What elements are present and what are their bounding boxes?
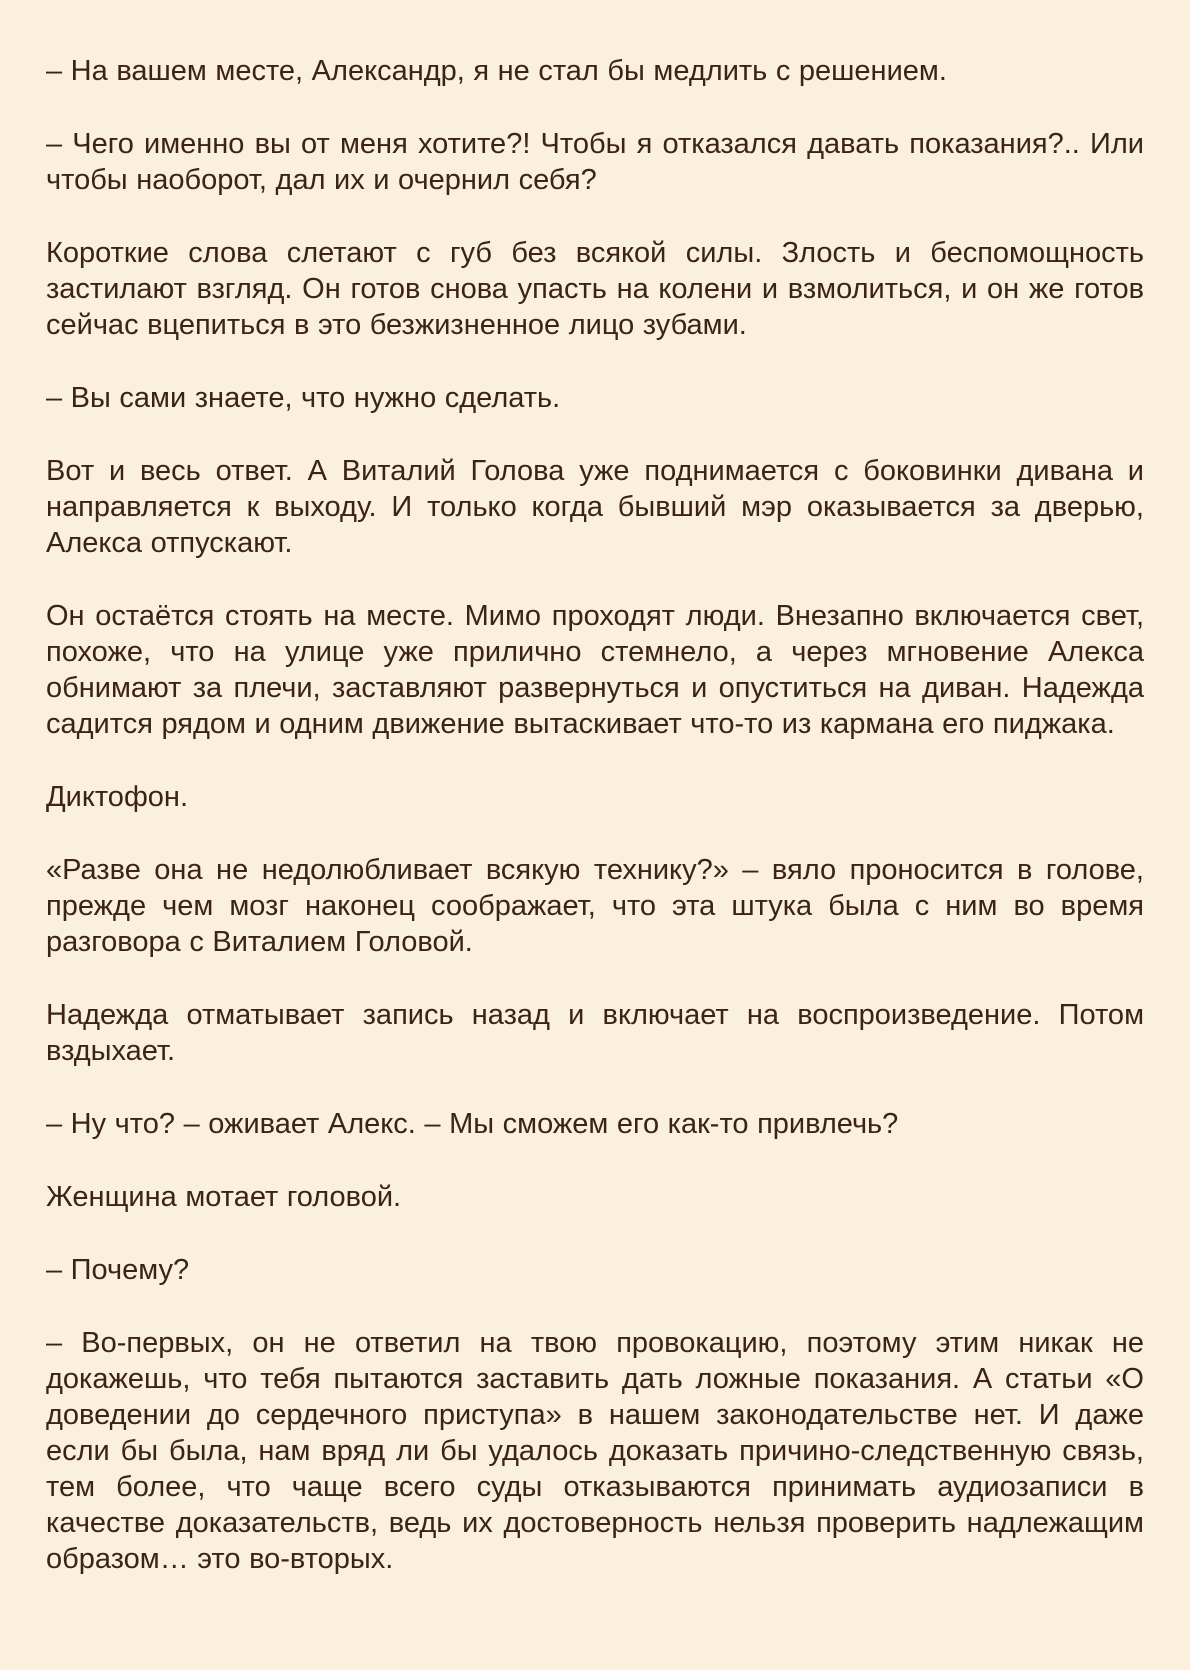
paragraph-13: – Во-первых, он не ответил на твою провокацию, поэтому этим никак не докажешь, что тебя пытаются заставить дать ложные показания. А статьи «О доведении до сердечного приступа» в нашем законодательстве нет. И даже если бы была, нам вряд ли бы удалось доказать причино-следственную связь, тем более, что чаще всего суды отказываются принимать аудиозаписи в качестве доказательств, ведь их достоверность нельзя проверить надлежащим образом… это во-вторых.: [46, 1327, 1144, 1575]
paragraph-8: «Разве она не недолюбливает всякую технику?» – вяло проносится в голове, прежде чем мозг наконец соображает, что эта штука была с ним во время разговора с Виталием Головой.: [46, 854, 1144, 958]
paragraph-4: – Вы сами знаете, что нужно сделать.: [46, 382, 561, 414]
paragraph-7: Диктофон.: [46, 781, 188, 813]
paragraph-10: – Ну что? – оживает Алекс. – Мы сможем его как-то привлечь?: [46, 1108, 899, 1140]
paragraph-5: Вот и весь ответ. А Виталий Голова уже поднимается с боковинки дивана и направляется к выходу. И только когда бывший мэр оказывается за дверью, Алекса отпускают.: [46, 455, 1144, 559]
paragraph-9: Надежда отматывает запись назад и включает на воспроизведение. Потом вздыхает.: [46, 999, 1144, 1067]
paragraph-3: Короткие слова слетают с губ без всякой силы. Злость и беспомощность застилают взгляд. Он готов снова упасть на колени и взмолиться, и он же готов сейчас вцепиться в это безжизненное лицо зубами.: [46, 237, 1144, 341]
paragraph-6: Он остаётся стоять на месте. Мимо проходят люди. Внезапно включается свет, похоже, что на улице уже прилично стемнело, а через мгновение Алекса обнимают за плечи, заставляют развернуться и опуститься на диван. Надежда садится рядом и одним движение вытаскивает что-то из кармана его пиджака.: [46, 600, 1144, 740]
paragraph-1: – На вашем месте, Александр, я не стал бы медлить с решением.: [46, 55, 947, 87]
paragraph-12: – Почему?: [46, 1254, 190, 1286]
paragraph-11: Женщина мотает головой.: [46, 1181, 402, 1213]
paragraph-2: – Чего именно вы от меня хотите?! Чтобы я отказался давать показания?.. Или чтобы наоборот, дал их и очернил себя?: [46, 128, 1144, 196]
